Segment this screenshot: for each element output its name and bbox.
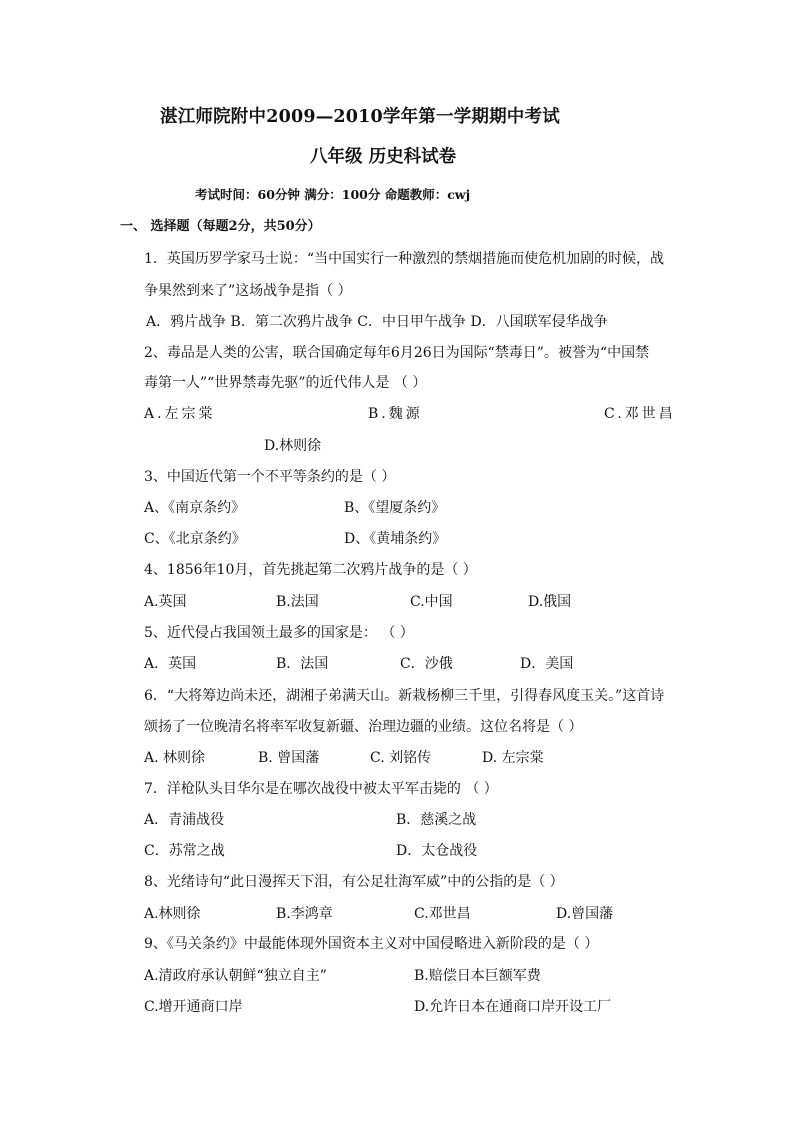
- question-3-option-b: B、《望厦条约》: [344, 500, 446, 516]
- question-6-option-b: B. 曾国藩: [258, 750, 320, 766]
- question-5-line-1: 5、近代侵占我国领土最多的国家是： （ ）: [144, 625, 414, 641]
- question-2-line-2: 毒第一人”“世界禁毒先驱”的近代伟人是 （ ）: [144, 375, 427, 391]
- question-3-line-1: 3、中国近代第一个不平等条约的是（ ）: [144, 469, 396, 485]
- section-heading: 一、 选择题（每题2分，共50分）: [120, 219, 321, 234]
- question-9-line-1: 9、《马关条约》中最能体现外国资本主义对中国侵略进入新阶段的是（ ）: [144, 936, 599, 952]
- question-8-option-d: D.曾国藩: [556, 906, 614, 922]
- question-6-line-1: 6．“大将筹边尚未还，湖湘子弟满天山。新栽杨柳三千里，引得春风度玉关。”这首诗: [144, 688, 665, 704]
- question-8-option-b: B.李鸿章: [276, 906, 333, 922]
- question-6-option-c: C. 刘铭传: [370, 750, 432, 766]
- question-9-option-d: D.允许日本在通商口岸开设工厂: [414, 999, 612, 1015]
- exam-title: 湛江师院附中2009—2010学年第一学期期中考试: [160, 107, 560, 127]
- question-7-line-1: 7．洋枪队头目华尔是在哪次战役中被太平军击毙的 （ ）: [144, 781, 498, 797]
- question-5-option-b: B．法国: [276, 656, 329, 672]
- question-9-option-a: A.清政府承认朝鲜“独立自主”: [144, 968, 327, 984]
- question-3-option-a: A、《南京条约》: [144, 500, 246, 516]
- question-2-line-1: 2、毒品是人类的公害，联合国确定每年6月26日为国际“禁毒日”。被誉为“中国禁: [144, 345, 650, 361]
- question-7-option-b: B．慈溪之战: [396, 812, 477, 828]
- question-9-option-c: C.增开通商口岸: [144, 999, 243, 1015]
- question-2-option-d: D.林则徐: [264, 438, 322, 454]
- question-9-option-b: B.赔偿日本巨额军费: [414, 968, 541, 984]
- question-4-option-c: C.中国: [410, 594, 453, 610]
- question-7-option-d: D．太仓战役: [396, 843, 478, 859]
- question-7-option-a: A．青浦战役: [144, 812, 225, 828]
- question-6-line-2: 颂扬了一位晚清名将率军收复新疆、治理边疆的业绩。这位名将是（ ）: [144, 719, 583, 735]
- question-8-option-a: A.林则徐: [144, 906, 201, 922]
- question-8-option-c: C.邓世昌: [414, 906, 471, 922]
- question-1-line-1: 1．英国历罗学家马士说：“当中国实行一种激烈的禁烟措施而使危机加剧的时候，战: [144, 251, 665, 267]
- question-4-option-b: B.法国: [276, 594, 319, 610]
- question-6-option-a: A. 林则徐: [144, 750, 206, 766]
- question-4-line-1: 4、1856年10月，首先挑起第二次鸦片战争的是（ ）: [144, 562, 477, 578]
- question-2-option-c: C.邓世昌: [604, 406, 676, 422]
- exam-subtitle: 八年级 历史科试卷: [310, 147, 457, 167]
- question-1-options: A．鸦片战争 B．第二次鸦片战争 C．中日甲午战争 D．八国联军侵华战争: [146, 314, 608, 330]
- question-8-line-1: 8、光绪诗句“此日漫挥天下泪，有公足壮海军威”中的公指的是（ ）: [144, 874, 564, 890]
- question-2-option-b: B.魏源: [368, 406, 423, 422]
- question-4-option-d: D.俄国: [528, 594, 572, 610]
- question-1-line-2: 争果然到来了”这场战争是指（ ）: [144, 283, 352, 299]
- question-7-option-c: C．苏常之战: [144, 843, 225, 859]
- question-5-option-d: D．美国: [520, 656, 574, 672]
- exam-info: 考试时间：60分钟 满分：100分 命题教师：cwj: [195, 187, 471, 202]
- question-5-option-c: C．沙俄: [400, 656, 453, 672]
- question-4-option-a: A.英国: [144, 594, 187, 610]
- question-3-option-c: C、《北京条约》: [144, 531, 246, 547]
- question-3-option-d: D、《黄埔条约》: [344, 531, 447, 547]
- question-6-option-d: D. 左宗棠: [482, 750, 544, 766]
- question-5-option-a: A．英国: [144, 656, 197, 672]
- question-2-option-a: A.左宗棠: [144, 406, 216, 422]
